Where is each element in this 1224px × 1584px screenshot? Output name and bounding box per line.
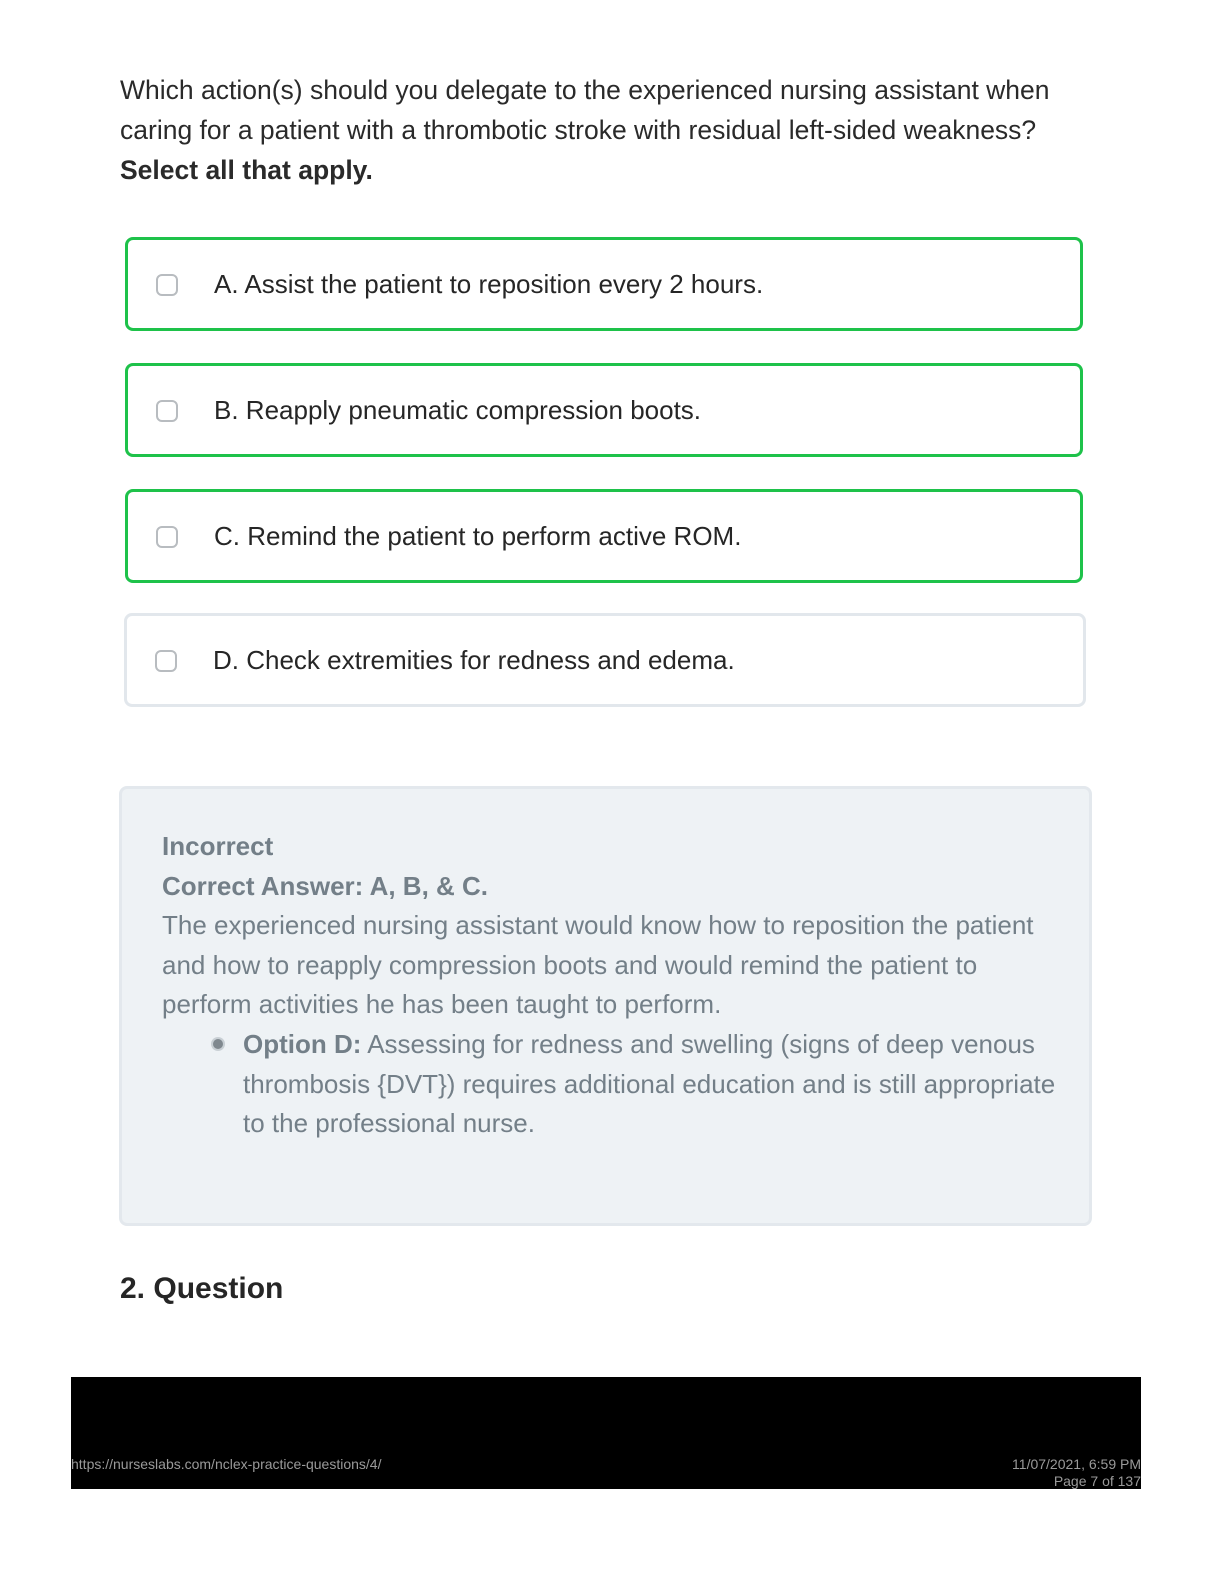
feedback-bullet-list bbox=[162, 1025, 1062, 1144]
bullet-text: Assessing for redness and swelling (signs of deep venous thrombosis {DVT}) requires additional education and is still appropriate to the professional nurse. bbox=[243, 1028, 1056, 1139]
footer-datetime: 11/07/2021, 6:59 PM bbox=[1012, 1456, 1141, 1472]
print-footer bbox=[71, 1377, 1141, 1489]
feedback-status: Incorrect bbox=[162, 831, 274, 861]
correct-answer: Correct Answer: A, B, & C. bbox=[162, 870, 489, 901]
footer-page-number: Page 7 of 137 bbox=[1053, 1473, 1141, 1489]
question-text bbox=[120, 70, 1110, 190]
option-label: B. Reapply pneumatic compression boots. bbox=[214, 395, 702, 425]
option-label: C. Remind the patient to perform active ROM. bbox=[214, 521, 742, 551]
option-a[interactable] bbox=[125, 237, 1083, 331]
checkbox-icon[interactable] bbox=[156, 274, 178, 296]
option-label: A. Assist the patient to reposition every 2 hours. bbox=[214, 269, 764, 299]
bullet-label: Option D: bbox=[243, 1028, 362, 1059]
next-question-heading: 2. Question bbox=[120, 1272, 284, 1305]
checkbox-icon[interactable] bbox=[156, 400, 178, 422]
feedback-explanation: The experienced nursing assistant would know how to reposition the patient and how to reapply compression boots and would remind the patient to perform activities he has been taught to perform. bbox=[162, 910, 1034, 1020]
answer-feedback-box bbox=[119, 786, 1092, 1226]
footer-url: https://nurseslabs.com/nclex-practice-questions/4/ bbox=[71, 1456, 382, 1472]
option-label: D. Check extremities for redness and edema. bbox=[213, 645, 735, 675]
bullet-icon bbox=[213, 1039, 223, 1049]
option-b[interactable] bbox=[125, 363, 1083, 457]
feedback-bullet bbox=[243, 1025, 1062, 1144]
option-c[interactable] bbox=[125, 489, 1083, 583]
checkbox-icon[interactable] bbox=[155, 650, 177, 672]
checkbox-icon[interactable] bbox=[156, 526, 178, 548]
question-instruction: Select all that apply. bbox=[120, 155, 373, 185]
option-d[interactable] bbox=[124, 613, 1086, 707]
question-stem: Which action(s) should you delegate to the experienced nursing assistant when caring for a patient with a thrombotic stroke with residual left-sided weakness? bbox=[120, 75, 1050, 145]
